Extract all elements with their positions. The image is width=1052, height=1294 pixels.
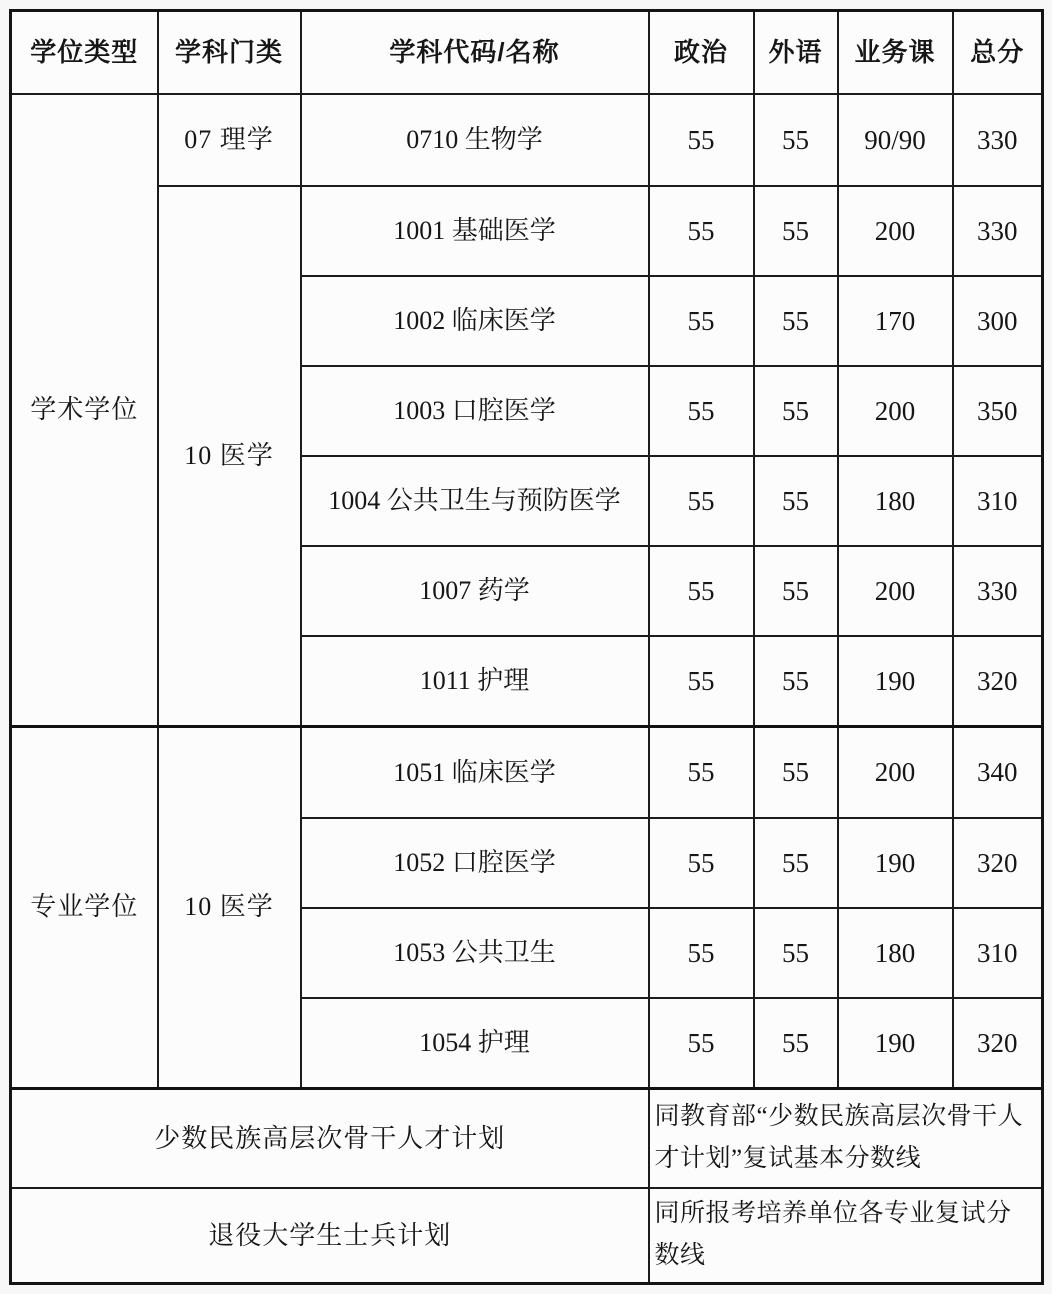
cell-foreign: 55 (754, 276, 838, 366)
table-row (11, 186, 1043, 276)
cell-course: 190 (838, 818, 953, 908)
cell-politics: 55 (649, 546, 754, 636)
cell-subject: 1001 基础医学 (301, 186, 649, 276)
cell-subject: 1054 护理 (301, 998, 649, 1088)
special-plan-row (11, 1188, 1043, 1283)
cell-foreign: 55 (754, 636, 838, 726)
cell-plan-name-minority: 少数民族高层次骨干人才计划 (11, 1088, 649, 1188)
cell-plan-note-veteran: 同所报考培养单位各专业复试分数线 (649, 1188, 1043, 1283)
cell-foreign: 55 (754, 726, 838, 818)
cell-subject: 0710 生物学 (301, 94, 649, 186)
cell-politics: 55 (649, 366, 754, 456)
cell-course: 180 (838, 456, 953, 546)
header-subject-code-name: 学科代码/名称 (301, 11, 649, 95)
cell-course: 200 (838, 366, 953, 456)
header-politics: 政治 (649, 11, 754, 95)
cell-politics: 55 (649, 908, 754, 998)
cell-total: 310 (953, 456, 1043, 546)
cell-politics: 55 (649, 818, 754, 908)
cell-subject: 1004 公共卫生与预防医学 (301, 456, 649, 546)
cell-foreign: 55 (754, 366, 838, 456)
cell-subject: 1052 口腔医学 (301, 818, 649, 908)
cell-politics: 55 (649, 456, 754, 546)
cell-category-science: 07 理学 (158, 94, 301, 186)
cell-foreign: 55 (754, 998, 838, 1088)
table-row (11, 94, 1043, 186)
cell-subject: 1051 临床医学 (301, 726, 649, 818)
cell-course: 200 (838, 726, 953, 818)
cell-foreign: 55 (754, 908, 838, 998)
admission-score-table (9, 9, 1044, 1285)
cell-politics: 55 (649, 276, 754, 366)
header-professional-course: 业务课 (838, 11, 953, 95)
cell-total: 330 (953, 186, 1043, 276)
cell-politics: 55 (649, 94, 754, 186)
cell-politics: 55 (649, 726, 754, 818)
cell-academic-degree-type: 学术学位 (11, 94, 158, 726)
cell-course: 190 (838, 636, 953, 726)
cell-subject: 1011 护理 (301, 636, 649, 726)
cell-total: 320 (953, 998, 1043, 1088)
cell-plan-note-minority: 同教育部“少数民族高层次骨干人才计划”复试基本分数线 (649, 1088, 1043, 1188)
cell-foreign: 55 (754, 456, 838, 546)
cell-total: 330 (953, 94, 1043, 186)
cell-politics: 55 (649, 636, 754, 726)
cell-politics: 55 (649, 186, 754, 276)
cell-course: 200 (838, 186, 953, 276)
header-discipline-category: 学科门类 (158, 11, 301, 95)
cell-total: 310 (953, 908, 1043, 998)
cell-course: 200 (838, 546, 953, 636)
cell-foreign: 55 (754, 818, 838, 908)
header-degree-type: 学位类型 (11, 11, 158, 95)
cell-total: 350 (953, 366, 1043, 456)
cell-total: 330 (953, 546, 1043, 636)
cell-foreign: 55 (754, 94, 838, 186)
header-total: 总分 (953, 11, 1043, 95)
cell-subject: 1007 药学 (301, 546, 649, 636)
cell-professional-degree-type: 专业学位 (11, 726, 158, 1088)
cell-course: 90/90 (838, 94, 953, 186)
cell-subject: 1053 公共卫生 (301, 908, 649, 998)
header-foreign-language: 外语 (754, 11, 838, 95)
cell-course: 180 (838, 908, 953, 998)
cell-course: 170 (838, 276, 953, 366)
cell-total: 320 (953, 818, 1043, 908)
table-row (11, 726, 1043, 818)
cell-foreign: 55 (754, 186, 838, 276)
cell-subject: 1003 口腔医学 (301, 366, 649, 456)
cell-course: 190 (838, 998, 953, 1088)
cell-politics: 55 (649, 998, 754, 1088)
cell-total: 300 (953, 276, 1043, 366)
cell-category-medicine-professional: 10 医学 (158, 726, 301, 1088)
table-header-row (11, 11, 1043, 95)
cell-subject: 1002 临床医学 (301, 276, 649, 366)
cell-plan-name-veteran: 退役大学生士兵计划 (11, 1188, 649, 1283)
cell-total: 340 (953, 726, 1043, 818)
cell-foreign: 55 (754, 546, 838, 636)
cell-category-medicine-academic: 10 医学 (158, 186, 301, 726)
special-plan-row (11, 1088, 1043, 1188)
cell-total: 320 (953, 636, 1043, 726)
